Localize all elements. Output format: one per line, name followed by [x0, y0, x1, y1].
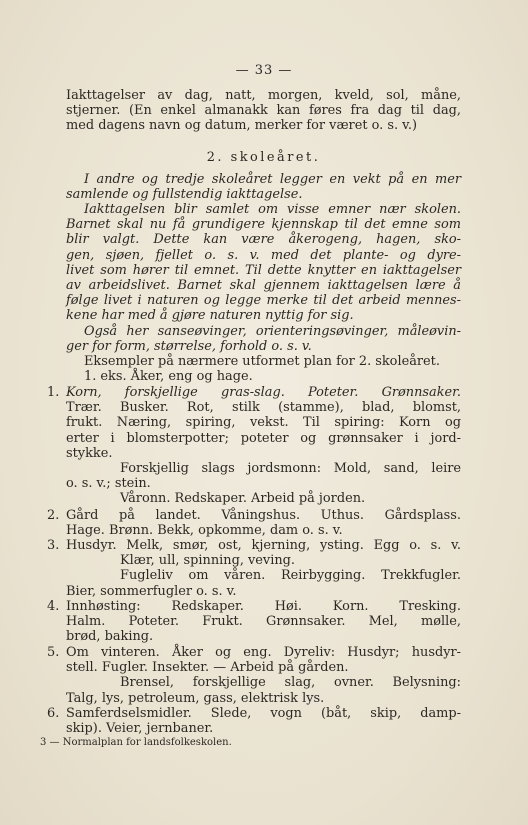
text-line: Om vinteren. Åker og eng. Dyreliv: Husdyr; husdyr-: [66, 645, 461, 660]
section-heading: 2. skoleåret.: [206, 150, 321, 165]
text-line: stell. Fugler. Insekter. — Arbeid på gården.: [66, 660, 349, 676]
plan-item-6: [47, 706, 461, 737]
text-line: Eksempler på nærmere utformet plan for 2. skoleåret.: [84, 354, 440, 369]
text-line: o. s. v.; stein.: [66, 476, 151, 492]
text-line: blir valgt. Dette kan være åkerogeng, hagen, sko-: [66, 232, 461, 248]
text-line: Fugleliv om våren. Reirbygging. Trekkfugler.: [120, 568, 461, 584]
plan-item-4: [47, 599, 461, 645]
text-line: følge livet i naturen og legge merke til det arbeid mennes-: [66, 293, 461, 309]
item-number: 1.: [47, 385, 60, 400]
text-line: Brensel, forskjellige slag, ovner. Belysning:: [120, 675, 461, 691]
text-line: Bier, sommerfugler o. s. v.: [66, 583, 237, 599]
italic-paragraph-1: [66, 172, 461, 202]
text-line: Klær, ull, spinning, veving.: [120, 553, 295, 569]
text-line: stykke.: [66, 445, 113, 461]
text-line: skip). Veier, jernbaner.: [66, 721, 214, 737]
item-number: 5.: [47, 645, 60, 660]
text-line: Husdyr. Melk, smør, ost, kjerning, ysting. Egg o. s. v.: [66, 538, 461, 553]
text-line: kene har med å gjøre naturen nyttig for sig.: [66, 308, 354, 324]
item-number: 4.: [47, 599, 60, 614]
item-number: 3.: [47, 538, 60, 553]
plan-item-5: [47, 645, 461, 706]
text-line: Hage. Brønn. Bekk, opkomme, dam o. s. v.: [66, 523, 343, 539]
plan-item-2: [47, 508, 461, 539]
text-line: med dagens navn og datum, merker for været o. s. v.): [66, 118, 418, 134]
italic-paragraph-2: [66, 202, 461, 324]
text-line: Gård på landet. Våningshus. Uthus. Gårdsplass.: [66, 508, 461, 523]
text-line: gen, sjøen, fjellet o. s. v. med det plante- og dyre-: [66, 247, 461, 263]
text-line: Trær. Busker. Rot, stilk (stamme), blad, blomst,: [66, 400, 461, 416]
text-line: Halm. Poteter. Frukt. Grønnsaker. Mel, mølle,: [66, 614, 461, 630]
text-line: stjerner. (En enkel almanakk kan føres fra dag til dag,: [66, 103, 461, 119]
page-footer: 3 — Normalplan for landsfolkeskolen.: [40, 737, 232, 748]
text-line: brød, baking.: [66, 629, 154, 645]
text-line: Forskjellig slags jordsmonn: Mold, sand, leire: [120, 460, 461, 476]
example-subheading: 1. eks. Åker, eng og hage.: [84, 369, 253, 385]
examples-intro: [66, 354, 461, 384]
text-line: Barnet skal nu få grundigere kjennskap til det emne som: [66, 217, 461, 233]
text-line: Korn, forskjellige gras-slag. Poteter. Grønnsaker.: [66, 385, 461, 400]
text-line: frukt. Næring, spiring, vekst. Til spiring: Korn og: [66, 415, 461, 431]
page-number: — 33 —: [235, 63, 293, 78]
text-line: erter i blomsterpotter; poteter og grønnsaker i jord-: [66, 430, 461, 446]
text-line: Talg, lys, petroleum, gass, elektrisk lys.: [66, 690, 325, 706]
text-line: ger for form, størrelse, forhold o. s. v.: [66, 339, 312, 355]
plan-item-1: [47, 385, 461, 507]
text-line: I andre og tredje skoleåret legger en vekt på en mer: [84, 172, 461, 187]
italic-paragraph-3: [66, 324, 461, 354]
text-line: Våronn. Redskaper. Arbeid på jorden.: [120, 491, 366, 507]
item-number: 2.: [47, 508, 60, 523]
text-line: av arbeidslivet. Barnet skal gjennem iakttagelsen lære å: [66, 277, 461, 293]
text-line: samlende og fullstendig iakttagelse.: [66, 187, 303, 203]
text-line: Innhøsting: Redskaper. Høi. Korn. Tresking.: [66, 599, 461, 614]
text-line: Iakttagelser av dag, natt, morgen, kveld, sol, måne,: [66, 88, 461, 103]
text-line: livet som hører til emnet. Til dette knytter en iakttagelser: [66, 262, 461, 278]
plan-item-3: [47, 538, 461, 599]
intro-paragraph: [66, 88, 461, 134]
text-line: Samferdselsmidler. Slede, vogn (båt, skip, damp-: [66, 706, 461, 721]
text-line: Også her sanseøvinger, orienteringsøvinger, måleøvin-: [84, 324, 461, 339]
item-number: 6.: [47, 706, 60, 721]
text-line: Iakttagelsen blir samlet om visse emner nær skolen.: [84, 202, 461, 217]
